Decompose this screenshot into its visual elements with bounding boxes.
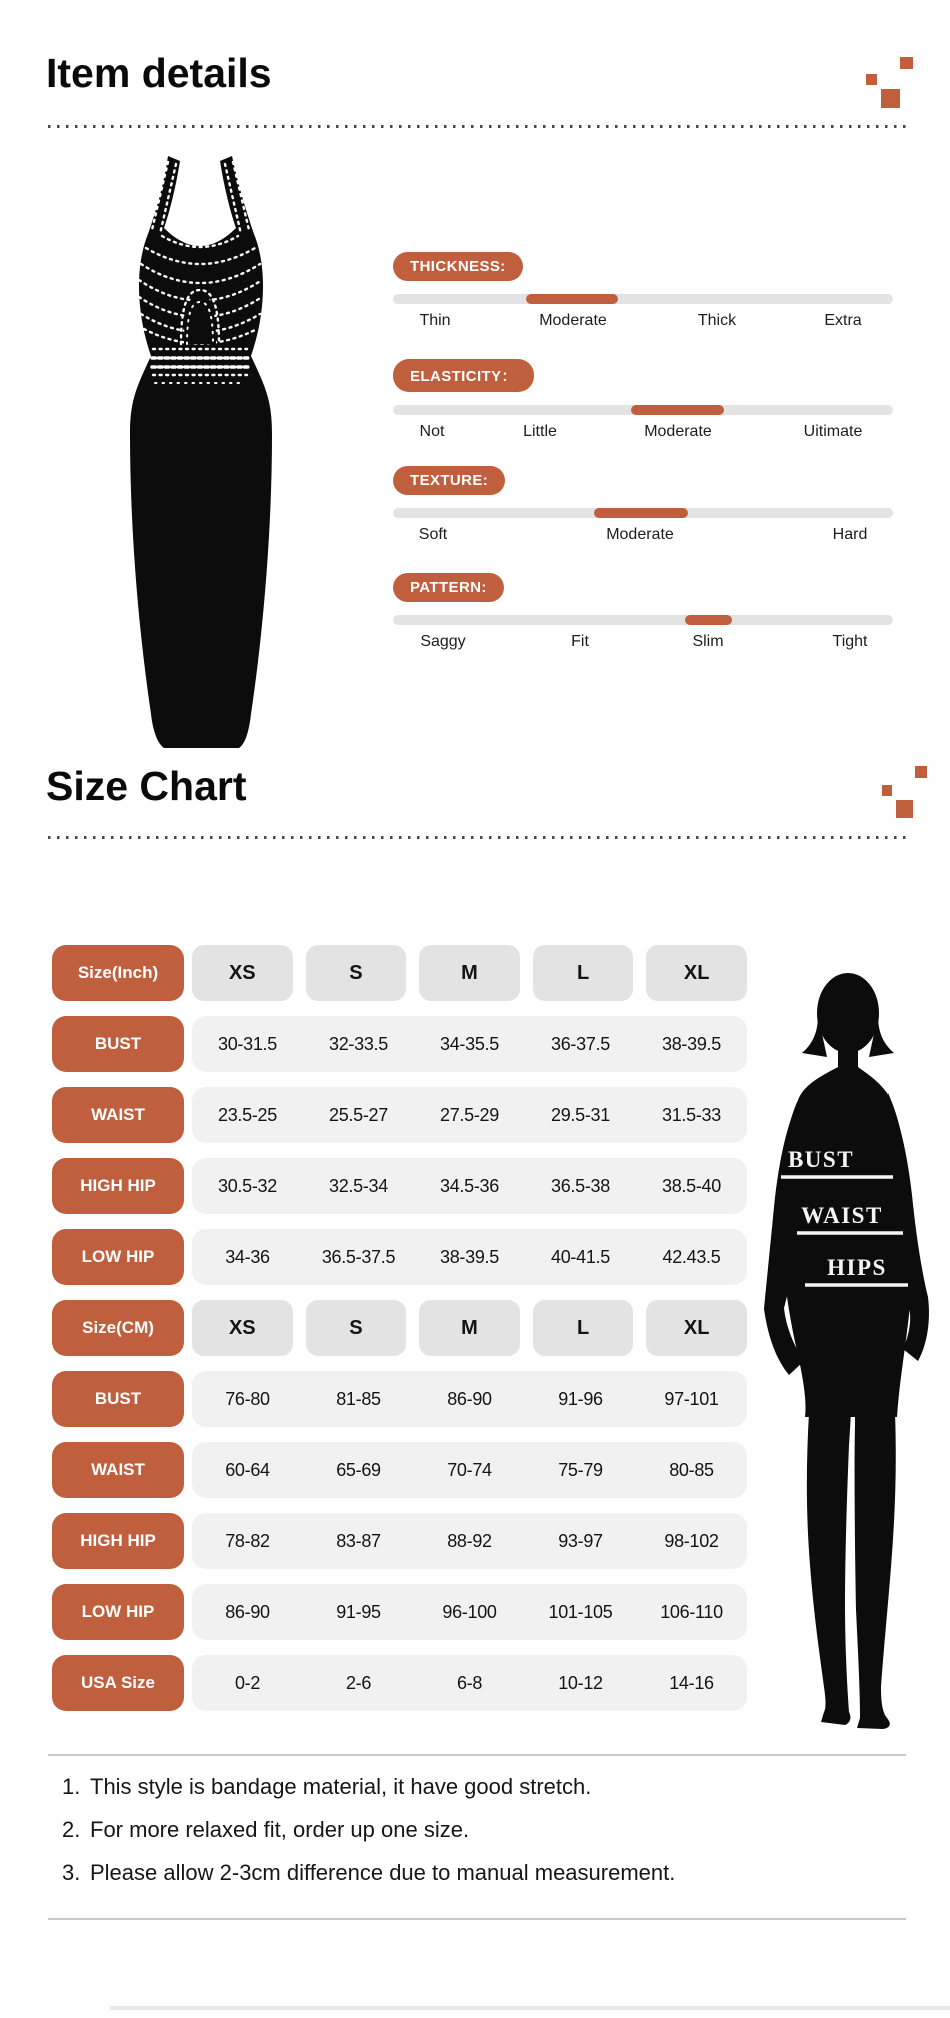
size-value-cell: 75-79	[558, 1459, 603, 1480]
size-header-cell: L	[533, 945, 634, 1001]
slider-labels	[393, 423, 893, 447]
size-header-cell: XS	[192, 945, 293, 1001]
note-number: 2.	[62, 1817, 81, 1842]
row-label-text: Size(Inch)	[77, 963, 159, 982]
size-chart-row	[52, 1016, 747, 1072]
note-text: This style is bandage material, it have good stretch.	[90, 1774, 592, 1799]
size-chart-row	[52, 1442, 747, 1498]
note-number: 1.	[62, 1774, 81, 1799]
size-header-cell: M	[419, 1300, 520, 1356]
slider-option-label: Uitimate	[803, 423, 863, 440]
row-label-text: WAIST	[91, 1460, 145, 1479]
size-chart-row-cells	[192, 1371, 747, 1427]
measurement-figure	[745, 955, 950, 1730]
size-value-cell: 36.5-38	[551, 1175, 610, 1196]
size-value-cell: 34-35.5	[440, 1033, 499, 1054]
figure-hips-label: HIPS	[827, 1255, 887, 1280]
note-item	[48, 1815, 908, 1844]
slider-labels	[393, 312, 893, 336]
slider-labels	[393, 526, 893, 550]
slider-track	[393, 615, 893, 625]
silhouette-left-leg	[807, 1413, 851, 1712]
size-value-cell: 101-105	[548, 1601, 613, 1622]
attribute-sliders	[393, 252, 893, 680]
size-value-cell: 40-41.5	[551, 1246, 610, 1267]
attribute-slider	[393, 466, 893, 549]
size-chart-row-label	[52, 1229, 184, 1285]
model-silhouette	[745, 955, 950, 1730]
slider-labels	[393, 633, 893, 657]
note-number: 3.	[62, 1860, 81, 1885]
size-value-cell: 78-82	[225, 1530, 270, 1551]
attribute-badge	[393, 573, 504, 602]
slider-option-label: Hard	[832, 526, 868, 543]
slider-track	[393, 508, 893, 518]
attribute-badge	[393, 466, 505, 495]
size-value-cell: 30.5-32	[218, 1175, 277, 1196]
notes-list	[48, 1772, 908, 1901]
size-header-cell: S	[306, 1300, 407, 1356]
slider-option-label: Slim	[692, 633, 724, 650]
size-value-cell: 83-87	[336, 1530, 381, 1551]
note-item	[48, 1858, 908, 1887]
note-text: Please allow 2-3cm difference due to manual measurement.	[90, 1860, 676, 1885]
row-label-text: BUST	[94, 1034, 142, 1053]
deco-square	[915, 766, 927, 778]
size-chart-row	[52, 1229, 747, 1285]
note-text: For more relaxed fit, order up one size.	[90, 1817, 470, 1842]
slider-option-label: Thin	[419, 312, 451, 329]
slider-active-segment	[631, 405, 724, 415]
size-value-cell: 93-97	[558, 1530, 603, 1551]
size-chart-row-label	[52, 1513, 184, 1569]
notes-top-rule	[48, 1754, 906, 1756]
deco-square	[866, 74, 877, 85]
size-value-cell: 23.5-25	[218, 1104, 277, 1125]
row-label-text: USA Size	[80, 1673, 155, 1692]
size-value-cell: 34.5-36	[440, 1175, 499, 1196]
product-dress-image	[108, 156, 293, 753]
size-value-cell: 29.5-31	[551, 1104, 610, 1125]
attribute-badge	[393, 359, 534, 392]
size-value-cell: 14-16	[669, 1672, 714, 1693]
size-chart-row-label	[52, 1016, 184, 1072]
slider-option-label: Saggy	[420, 633, 466, 650]
size-value-cell: 2-6	[345, 1672, 372, 1693]
size-value-cell: 0-2	[234, 1672, 261, 1693]
size-header-cell: XS	[192, 1300, 293, 1356]
size-header-cell: M	[419, 945, 520, 1001]
size-chart-row-cells	[192, 1300, 747, 1356]
size-chart-row-cells	[192, 1442, 747, 1498]
size-value-cell: 98-102	[664, 1530, 719, 1551]
size-header-cell: XL	[646, 1300, 747, 1356]
size-value-cell: 27.5-29	[440, 1104, 499, 1125]
row-label-text: BUST	[94, 1389, 142, 1408]
row-label-text: LOW HIP	[81, 1247, 155, 1266]
size-chart-row	[52, 1371, 747, 1427]
size-chart-row-label	[52, 945, 184, 1001]
row-label-text: WAIST	[91, 1105, 145, 1124]
size-chart-row-cells	[192, 945, 747, 1001]
size-chart-row	[52, 1584, 747, 1640]
size-value-cell: 36-37.5	[551, 1033, 610, 1054]
size-chart-row-label	[52, 1300, 184, 1356]
slider-active-segment	[526, 294, 618, 304]
size-header-cell: S	[306, 945, 407, 1001]
slider-option-label: Thick	[697, 312, 737, 329]
slider-option-label: Moderate	[539, 312, 607, 329]
notes-bottom-rule	[48, 1918, 906, 1920]
size-chart-row-cells	[192, 1087, 747, 1143]
deco-square	[882, 785, 892, 796]
attribute-slider	[393, 359, 893, 442]
attribute-slider	[393, 252, 893, 335]
size-value-cell: 6-8	[456, 1672, 483, 1693]
silhouette-right-leg	[855, 1413, 896, 1718]
row-label-text: LOW HIP	[81, 1602, 155, 1621]
slider-option-label: Little	[523, 423, 557, 440]
size-chart-row	[52, 1513, 747, 1569]
size-value-cell: 30-31.5	[218, 1033, 277, 1054]
size-value-cell: 91-95	[336, 1601, 381, 1622]
size-chart-row-label	[52, 1584, 184, 1640]
size-value-cell: 91-96	[558, 1388, 603, 1409]
size-chart-row-cells	[192, 1016, 747, 1072]
size-header-cell: XL	[646, 945, 747, 1001]
row-label-text: HIGH HIP	[80, 1176, 156, 1195]
dotted-separator	[48, 836, 906, 839]
size-value-cell: 76-80	[225, 1388, 270, 1409]
size-chart-row-label	[52, 1087, 184, 1143]
size-chart-row-cells	[192, 1229, 747, 1285]
slider-option-label: Not	[419, 423, 445, 440]
item-details-title: Item details	[46, 50, 272, 96]
size-value-cell: 25.5-27	[329, 1104, 388, 1125]
size-value-cell: 86-90	[225, 1601, 270, 1622]
slider-option-label: Moderate	[606, 526, 674, 543]
slider-active-segment	[594, 508, 688, 518]
size-chart-row-label	[52, 1442, 184, 1498]
size-chart-row	[52, 1158, 747, 1214]
size-chart-row-label	[52, 1158, 184, 1214]
size-value-cell: 81-85	[336, 1388, 381, 1409]
row-label-text: HIGH HIP	[80, 1531, 156, 1550]
size-value-cell: 38.5-40	[662, 1175, 721, 1196]
size-value-cell: 80-85	[669, 1459, 714, 1480]
deco-square	[900, 57, 913, 69]
size-value-cell: 97-101	[664, 1388, 719, 1409]
dress-illustration	[108, 156, 293, 753]
size-value-cell: 34-36	[225, 1246, 270, 1267]
size-value-cell: 38-39.5	[662, 1033, 721, 1054]
figure-waist-label: WAIST	[801, 1203, 883, 1228]
size-value-cell: 32.5-34	[329, 1175, 388, 1196]
slider-track	[393, 405, 893, 415]
size-chart-row	[52, 1300, 747, 1356]
size-chart-row-cells	[192, 1513, 747, 1569]
size-value-cell: 31.5-33	[662, 1104, 721, 1125]
size-value-cell: 10-12	[558, 1672, 603, 1693]
size-value-cell: 88-92	[447, 1530, 492, 1551]
slider-active-segment	[685, 615, 732, 625]
deco-square	[896, 800, 913, 818]
slider-option-label: Tight	[832, 633, 868, 650]
size-value-cell: 42.43.5	[662, 1246, 721, 1267]
attribute-badge-label: THICKNESS:	[410, 258, 506, 275]
slider-option-label: Moderate	[644, 423, 712, 440]
row-label-text: Size(CM)	[82, 1318, 154, 1337]
note-item	[48, 1772, 908, 1801]
silhouette-head	[817, 973, 879, 1053]
size-value-cell: 60-64	[225, 1459, 270, 1480]
size-value-cell: 38-39.5	[440, 1246, 499, 1267]
size-header-cell: L	[533, 1300, 634, 1356]
size-chart-row-cells	[192, 1655, 747, 1711]
dotted-separator	[48, 125, 906, 128]
size-value-cell: 65-69	[336, 1459, 381, 1480]
attribute-badge	[393, 252, 523, 281]
size-value-cell: 36.5-37.5	[321, 1246, 396, 1267]
size-chart-row	[52, 1087, 747, 1143]
slider-option-label: Extra	[824, 312, 862, 329]
attribute-badge-label: PATTERN:	[410, 579, 487, 596]
page-bottom-rule	[110, 2006, 950, 2010]
size-chart-title: Size Chart	[46, 763, 247, 809]
size-chart-row-label	[52, 1371, 184, 1427]
slider-track	[393, 294, 893, 304]
size-value-cell: 106-110	[660, 1601, 723, 1622]
attribute-badge-label: ELASTICITY：	[410, 368, 517, 385]
size-chart-row	[52, 945, 747, 1001]
deco-square	[881, 89, 900, 108]
attribute-badge-label: TEXTURE:	[410, 472, 489, 489]
attribute-slider	[393, 573, 893, 656]
size-chart-table	[52, 945, 747, 1726]
size-value-cell: 86-90	[447, 1388, 492, 1409]
size-value-cell: 96-100	[442, 1601, 497, 1622]
size-chart-row-label	[52, 1655, 184, 1711]
size-chart-row	[52, 1655, 747, 1711]
size-chart-row-cells	[192, 1158, 747, 1214]
size-value-cell: 32-33.5	[329, 1033, 388, 1054]
size-chart-row-cells	[192, 1584, 747, 1640]
size-value-cell: 70-74	[447, 1459, 492, 1480]
slider-option-label: Fit	[571, 633, 589, 650]
slider-option-label: Soft	[418, 526, 448, 543]
figure-bust-label: BUST	[787, 1147, 855, 1172]
